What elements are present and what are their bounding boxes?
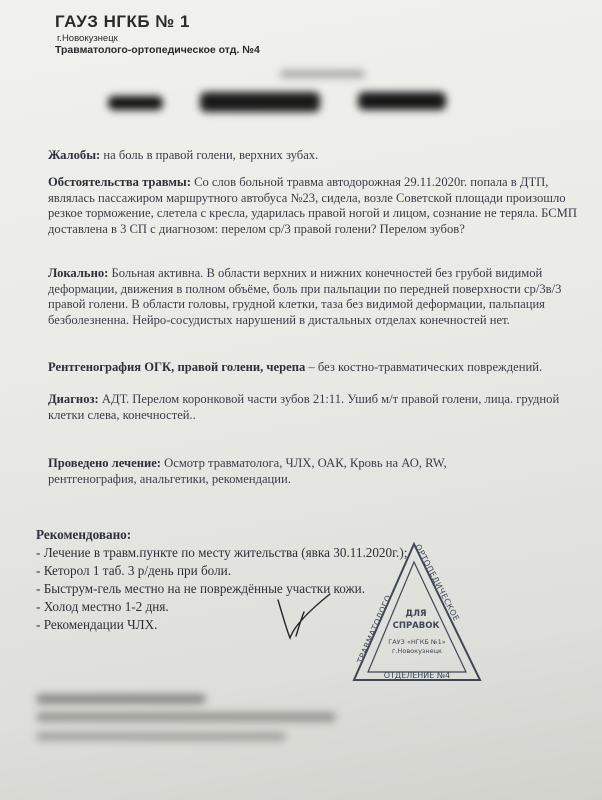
recommendation-item: - Быструм-гель местно на не повреждённые участки кожи. xyxy=(36,581,366,596)
stamp-bottom-line: ОТДЕЛЕНИЕ №4 xyxy=(383,671,451,680)
org-name: ГАУЗ НГКБ № 1 xyxy=(55,12,191,31)
org-city: г.Новокузнецк xyxy=(57,33,118,44)
department-stamp xyxy=(352,540,482,692)
recommendation-item: - Рекомендации ЧЛХ. xyxy=(36,617,158,632)
xray-text: – без костно-травматических повреждений. xyxy=(305,360,543,374)
recommended-label: Рекомендовано: xyxy=(36,527,132,542)
treatment-label: Проведено лечение: xyxy=(48,456,161,470)
local-status-section xyxy=(48,266,583,328)
complaints-label: Жалобы: xyxy=(48,148,101,162)
redacted-footer-3 xyxy=(36,732,286,741)
recommendation-item: - Лечение в травм.пункте по месту жительства (явка 30.11.2020г.); xyxy=(36,545,408,560)
local-label: Локально: xyxy=(48,266,109,280)
redacted-name-3 xyxy=(358,92,446,110)
circumstances-section xyxy=(48,175,583,237)
stamp-arc-right: ОРТОПЕДИЧЕСКОЕ xyxy=(413,542,462,623)
stamp-center-line1: ДЛЯ xyxy=(405,609,427,619)
stamp-center-line2: СПРАВОК xyxy=(392,621,440,631)
stamp-org-line: ГАУЗ «НГКБ №1» xyxy=(388,638,446,646)
redacted-footer-2 xyxy=(36,712,336,722)
diagnosis-text: АДТ. Перелом коронковой части зубов 21:11. Ушиб м/т правой голени, лица. грудной клетки слева, конечностей.. xyxy=(48,392,560,422)
complaints-section xyxy=(48,148,583,164)
redacted-name-2 xyxy=(200,92,320,112)
diagnosis-label: Диагноз: xyxy=(48,392,99,406)
stamp-city-line: г.Новокузнецк xyxy=(392,647,442,655)
xray-section xyxy=(48,360,583,376)
local-text: Больная активна. В области верхних и нижних конечностей без грубой видимой деформации, движения в полном объёме, боль при пальпации по передней поверхности ср/3в/3 правой голени. В области головы, грудной клетки, таза без видимой деформации, пальпация безболезненна. Нейро-сосудистых нарушений в дистальных отделах конечностей нет. xyxy=(48,266,562,327)
treatment-text: Осмотр травматолога, ЧЛХ, ОАК, Кровь на АО, RW, рентгенография, анальгетики, рекомендации. xyxy=(48,456,447,486)
department-name: Травматолого-ортопедическое отд. №4 xyxy=(55,44,260,56)
xray-label: Рентгенография ОГК, правой голени, черепа xyxy=(48,360,306,374)
complaints-text: на боль в правой голени, верхних зубах. xyxy=(100,148,319,162)
redacted-faint-line xyxy=(280,70,365,78)
recommendation-item: - Кеторол 1 таб. 3 р/день при боли. xyxy=(36,563,232,578)
redacted-name-1 xyxy=(108,96,163,110)
redacted-footer-1 xyxy=(36,694,206,704)
treatment-section xyxy=(48,456,518,487)
recommendation-item: - Холод местно 1-2 дня. xyxy=(36,599,169,614)
circumstances-label: Обстоятельства травмы: xyxy=(48,175,191,189)
circumstances-text: Со слов больной травма автодорожная 29.11.2020г. попала в ДТП, являлась пассажиром маршрутного автобуса №23, сидела, возле Советской площади произошло резкое торможение, слетела с кресла, ударилась правой ногой и лицом, сознание не теряла. БСМП доставлена в 3 СП с диагнозом: перелом ср/3 правой голени? Перелом зубов? xyxy=(48,175,577,236)
handwritten-signature xyxy=(270,588,350,643)
stamp-arc-left: ТРАВМАТОЛОГО xyxy=(355,593,394,665)
diagnosis-section xyxy=(48,392,583,423)
svg-text:ТРАВМАТОЛОГО xyxy=(355,594,393,666)
